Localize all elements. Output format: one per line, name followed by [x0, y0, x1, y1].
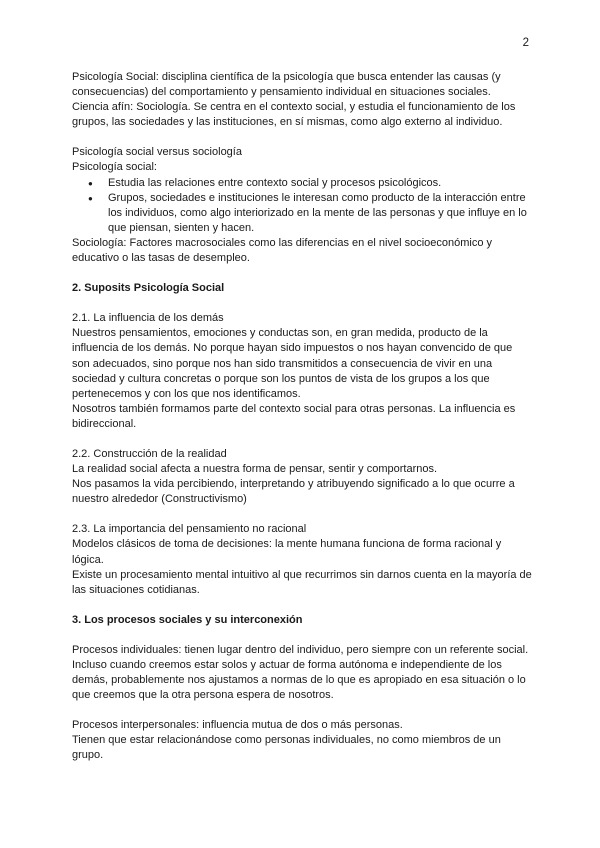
spacer	[72, 266, 532, 281]
paragraph: Procesos interpersonales: influencia mutua de dos o más personas.	[72, 719, 403, 732]
document-body	[72, 70, 532, 764]
paragraph: Nuestros pensamientos, emociones y conductas son, en gran medida, producto de la influencia de los demás. No porque hayan sido impuestos o nos hayan convencido de que son adecuados, sino porque nos han sido transmitidos a consecuencia de vivir en una sociedad y cultura concretas o porque son los puntos de vista de los grupos a los que pertenecemos y con los que nos identificamos.	[72, 327, 513, 400]
paragraph: Existe un procesamiento mental intuitivo al que recurrimos sin darnos cuenta en la mayoría de las situaciones cotidianas.	[72, 568, 532, 596]
paragraph: Procesos individuales: tienen lugar dentro del individuo, pero siempre con un referente social.	[72, 643, 529, 656]
list-item: ● Estudia las relaciones entre contexto social y procesos psicológicos.	[72, 176, 532, 191]
paragraph: La realidad social afecta a nuestra forma de pensar, sentir y comportarnos.	[72, 463, 438, 476]
spacer	[72, 130, 532, 145]
versus-title: Psicología social versus sociología	[72, 146, 242, 159]
section-3-heading: 3. Los procesos sociales y su interconexión	[72, 613, 303, 626]
subsection-2-3-title: 2.3. La importancia del pensamiento no racional	[72, 523, 307, 536]
versus-subtitle: Psicología social:	[72, 161, 157, 174]
section-2-heading: 2. Suposits Psicología Social	[72, 282, 225, 295]
paragraph: Modelos clásicos de toma de decisiones: la mente humana funciona de forma racional y lógica.	[72, 538, 502, 566]
page-number: 2	[522, 37, 529, 49]
paragraph: Nosotros también formamos parte del contexto social para otras personas. La influencia es bidireccional.	[72, 402, 516, 430]
spacer	[72, 296, 532, 311]
paragraph: Nos pasamos la vida percibiendo, interpretando y atribuyendo significado a lo que ocurre a nuestro alrededor (Constructivismo)	[72, 478, 515, 506]
definition-paragraph: Psicología Social: disciplina científica de la psicología que busca entender las causas (y consecuencias) del comportamiento y pensamiento individual en situaciones sociales.	[72, 71, 501, 99]
spacer	[72, 432, 532, 447]
spacer	[72, 598, 532, 613]
spacer	[72, 703, 532, 718]
paragraph: Incluso cuando creemos estar solos y actuar de forma autónoma e independiente de los demás, probablemente nos ajustamos a normas de lo que es apropiado en esa situación o lo que creemos que la otra persona espera de nosotros.	[72, 659, 526, 702]
bullet-list	[72, 176, 532, 236]
paragraph: Tienen que estar relacionándose como personas individuales, no como miembros de un grupo.	[72, 734, 501, 762]
subsection-2-2-title: 2.2. Construcción de la realidad	[72, 447, 227, 460]
spacer	[72, 628, 532, 643]
spacer	[72, 507, 532, 522]
list-item: ● Grupos, sociedades e instituciones le interesan como producto de la interacción entre los individuos, como algo interiorizado en la mente de las personas y que influye en lo que piensan, sienten y hacen.	[72, 191, 532, 236]
related-science-paragraph: Ciencia afín: Sociología. Se centra en el contexto social, y estudia el funcionamiento de los grupos, las sociedades y las instituciones, en sí mismas, como algo externo al individuo.	[72, 101, 516, 129]
sociology-paragraph: Sociología: Factores macrosociales como las diferencias en el nivel socioeconómico y educativo o las tasas de desempleo.	[72, 236, 493, 265]
subsection-2-1-title: 2.1. La influencia de los demás	[72, 312, 224, 325]
